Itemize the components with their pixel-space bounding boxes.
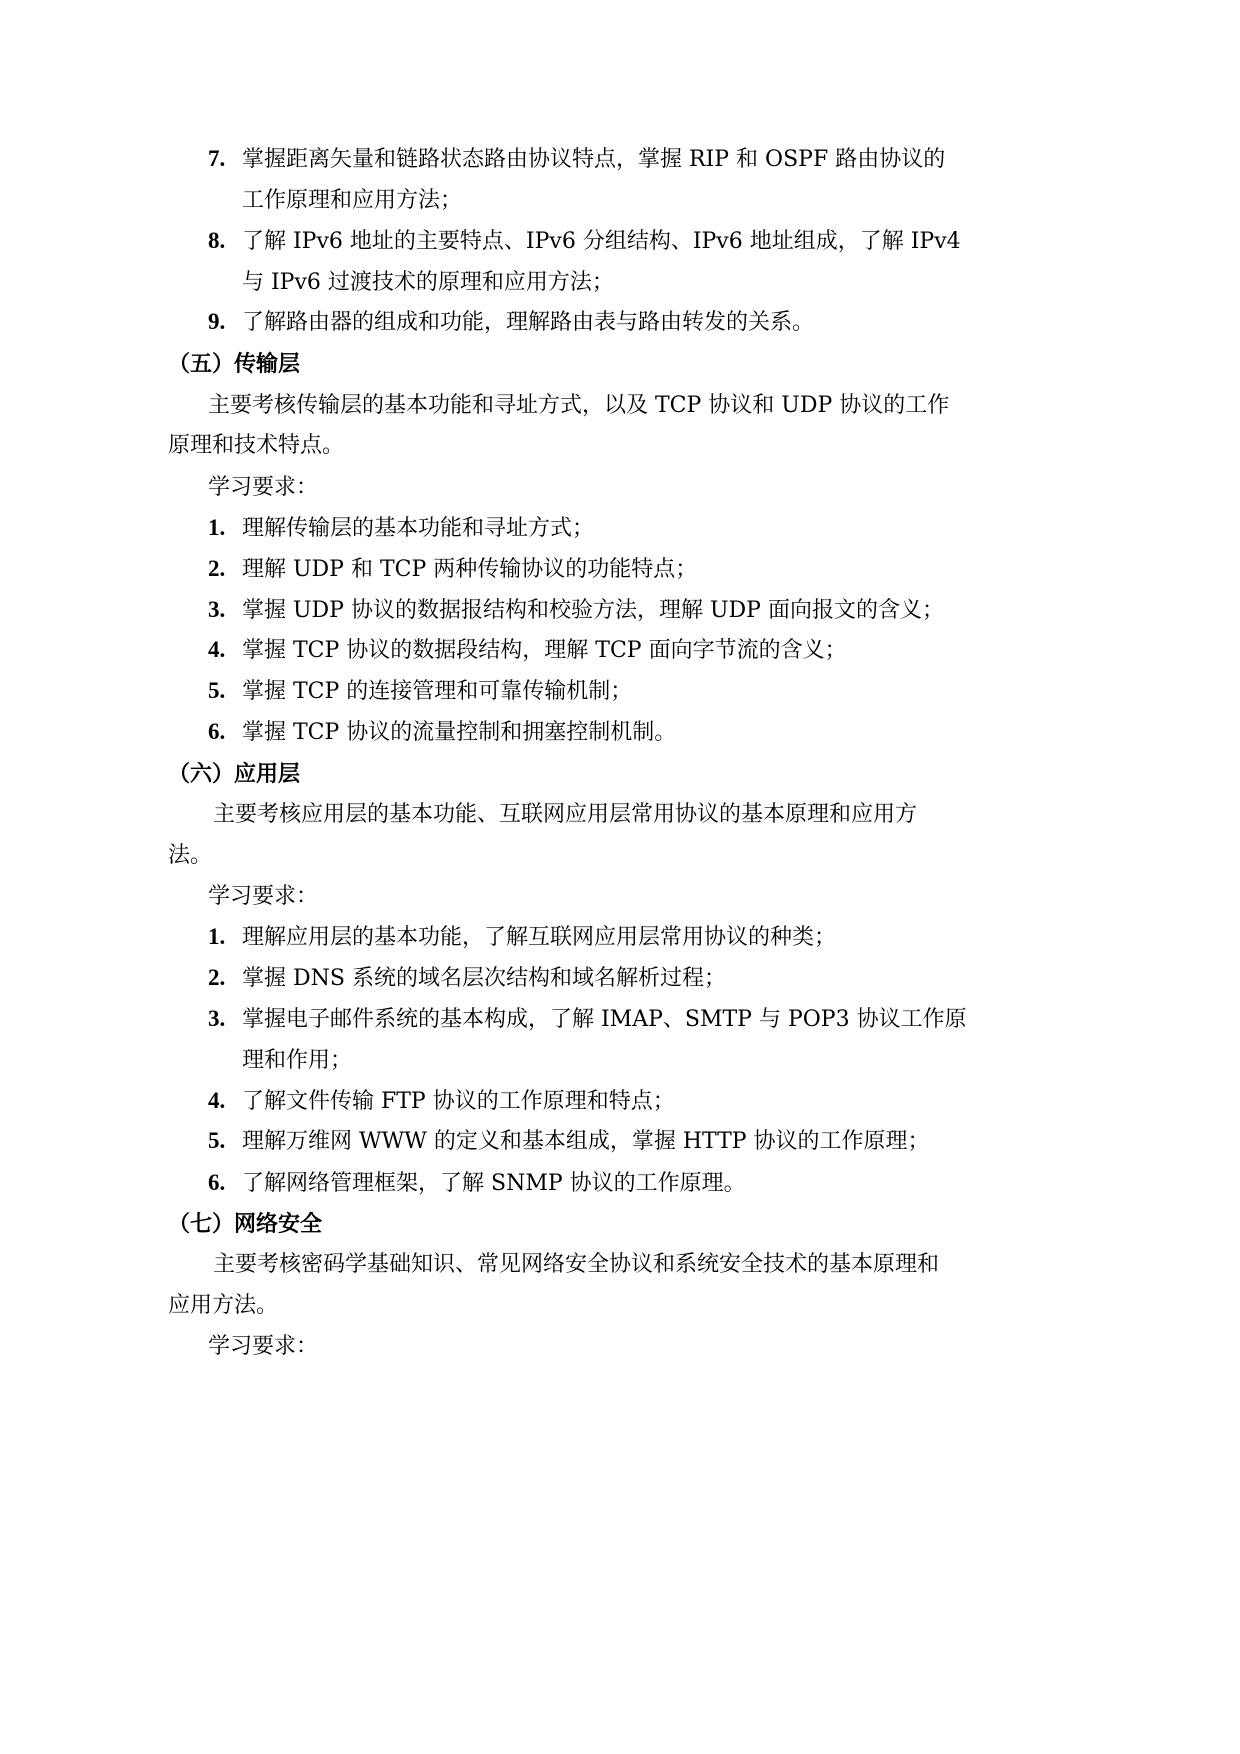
list-item-number: 3. <box>208 597 226 622</box>
list-item-number: 3. <box>208 1006 226 1031</box>
list-item-text: 掌握距离矢量和链路状态路由协议特点，掌握 RIP 和 OSPF 路由协议的 <box>242 147 946 172</box>
list-item-number: 1. <box>208 924 226 949</box>
section-heading-title: 网络安全 <box>234 1211 323 1237</box>
requirements-label: 学习要求： <box>208 475 319 500</box>
list-item-number: 8. <box>208 228 226 253</box>
section-heading-number: （五） <box>168 351 235 377</box>
section-heading-title: 应用层 <box>234 761 301 787</box>
section-heading <box>168 349 300 379</box>
section-heading-number: （六） <box>168 761 235 787</box>
list-item-text: 了解路由器的组成和功能，理解路由表与路由转发的关系。 <box>242 310 815 335</box>
list-item-text: 掌握 DNS 系统的域名层次结构和域名解析过程； <box>242 966 726 991</box>
section-intro-cont: 原理和技术特点。 <box>168 433 345 458</box>
section-intro-cont: 应用方法。 <box>168 1293 279 1318</box>
list-item-text: 了解网络管理框架，了解 SNMP 协议的工作原理。 <box>242 1171 746 1196</box>
list-item-text: 理解 UDP 和 TCP 两种传输协议的功能特点； <box>242 557 698 582</box>
list-item-text: 掌握 TCP 的连接管理和可靠传输机制； <box>242 679 633 704</box>
list-item-number: 6. <box>208 719 226 744</box>
section-heading <box>168 759 300 789</box>
list-item-text: 理解应用层的基本功能，了解互联网应用层常用协议的种类； <box>242 925 837 950</box>
list-item-continuation: 与 IPv6 过渡技术的原理和应用方法； <box>242 270 614 295</box>
requirements-label: 学习要求： <box>208 1334 319 1359</box>
list-item-number: 4. <box>208 1088 226 1113</box>
list-item-number: 2. <box>208 556 226 581</box>
list-item-text: 掌握 TCP 协议的数据段结构，理解 TCP 面向字节流的含义； <box>242 638 847 663</box>
list-item-text: 掌握 TCP 协议的流量控制和拥塞控制机制。 <box>242 720 677 745</box>
list-item-continuation: 理和作用； <box>242 1048 353 1073</box>
list-item-number: 4. <box>208 637 226 662</box>
list-item-text: 了解 IPv6 地址的主要特点、IPv6 分组结构、IPv6 地址组成，了解 IPv4 <box>242 229 961 254</box>
section-intro-cont: 法。 <box>168 843 213 868</box>
section-intro: 主要考核密码学基础知识、常见网络安全协议和系统安全技术的基本原理和 <box>213 1252 940 1277</box>
list-item-text: 掌握 UDP 协议的数据报结构和校验方法，理解 UDP 面向报文的含义； <box>242 598 944 623</box>
list-item-number: 2. <box>208 965 226 990</box>
list-item-number: 9. <box>208 309 226 334</box>
section-intro: 主要考核应用层的基本功能、互联网应用层常用协议的基本原理和应用方 <box>213 802 918 827</box>
list-item-number: 1. <box>208 515 226 540</box>
section-heading <box>168 1209 322 1239</box>
list-item-number: 6. <box>208 1170 226 1195</box>
list-item-number: 5. <box>208 1128 226 1153</box>
list-item-text: 了解文件传输 FTP 协议的工作原理和特点； <box>242 1089 675 1114</box>
list-item-text: 理解万维网 WWW 的定义和基本组成，掌握 HTTP 协议的工作原理； <box>242 1129 930 1154</box>
requirements-label: 学习要求： <box>208 884 319 909</box>
section-heading-number: （七） <box>168 1211 235 1237</box>
list-item-text: 理解传输层的基本功能和寻址方式； <box>242 516 595 541</box>
section-heading-title: 传输层 <box>234 351 301 377</box>
list-item-number: 7. <box>208 146 226 171</box>
list-item-number: 5. <box>208 678 226 703</box>
section-intro: 主要考核传输层的基本功能和寻址方式，以及 TCP 协议和 UDP 协议的工作 <box>208 393 950 418</box>
list-item-continuation: 工作原理和应用方法； <box>242 188 463 213</box>
list-item-text: 掌握电子邮件系统的基本构成，了解 IMAP、SMTP 与 POP3 协议工作原 <box>242 1007 967 1032</box>
